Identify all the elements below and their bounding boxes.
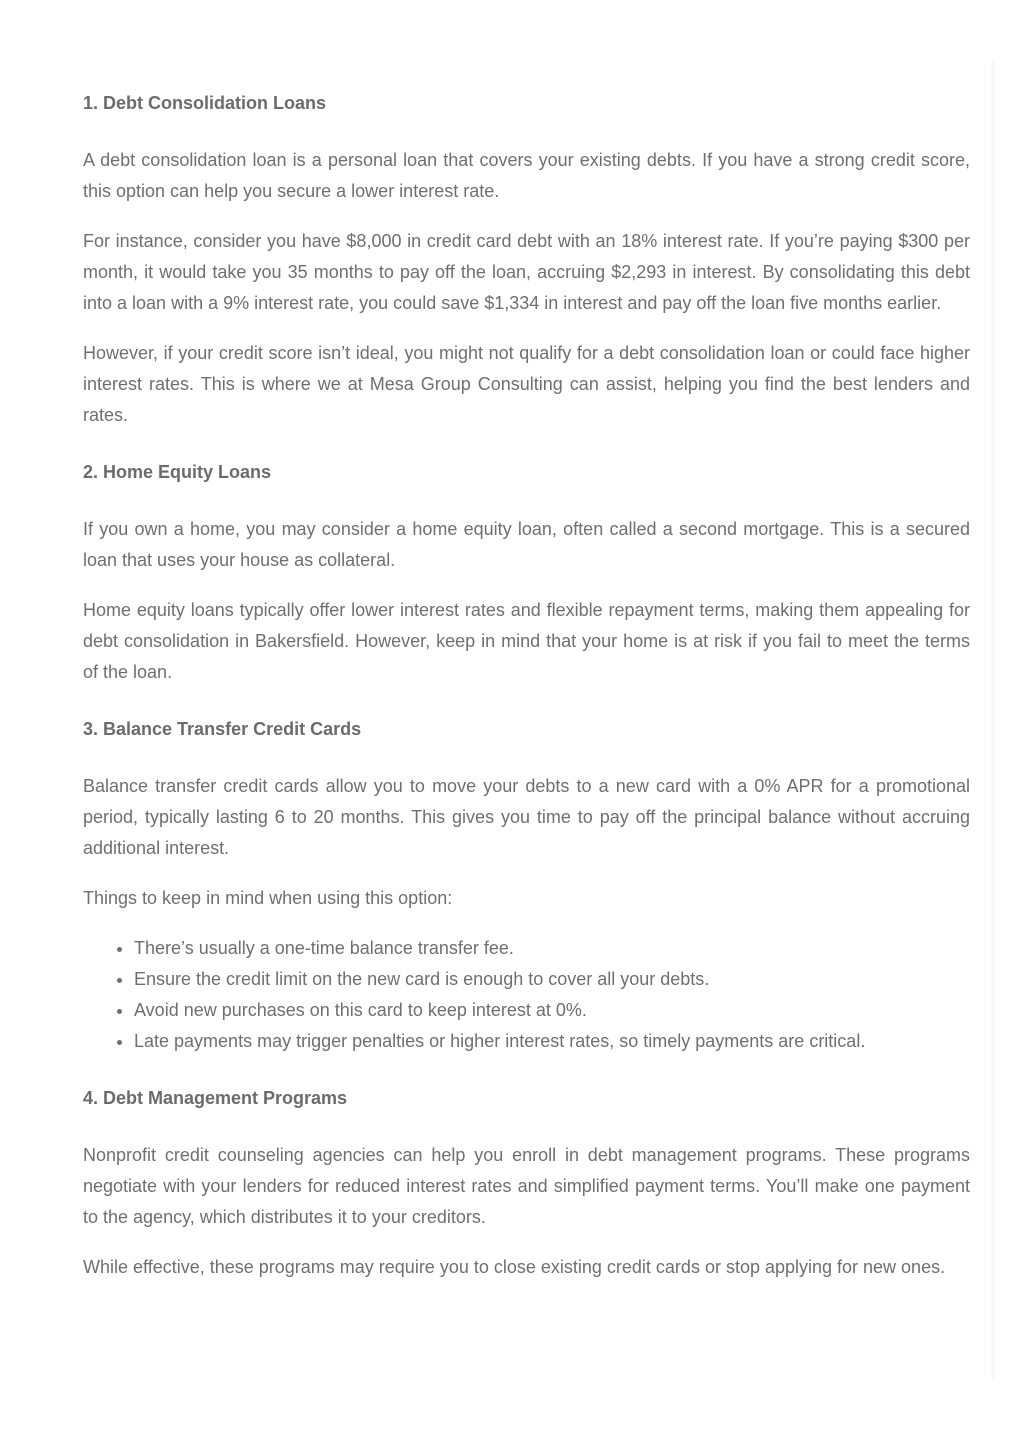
- paragraph: Nonprofit credit counseling agencies can help you enroll in debt management programs. These programs negotiate with your lenders for reduced interest rates and simplified payment terms. You’ll make one payment to the agency, which distributes it to your creditors.: [83, 1145, 970, 1227]
- paragraph: Home equity loans typically offer lower interest rates and flexible repayment terms, making them appealing for debt consolidation in Bakersfield. However, keep in mind that your home is at risk if you fail to meet the terms of the loan.: [83, 600, 970, 682]
- section-heading: 2. Home Equity Loans: [83, 462, 272, 482]
- paragraph: Things to keep in mind when using this option:: [83, 888, 453, 908]
- list-item: • Avoid new purchases on this card to keep interest at 0%.: [134, 995, 970, 1026]
- list-item: • Ensure the credit limit on the new card is enough to cover all your debts.: [134, 964, 970, 995]
- paragraph: If you own a home, you may consider a home equity loan, often called a second mortgage. This is a secured loan that uses your house as collateral.: [83, 519, 970, 570]
- document-body: [83, 88, 970, 1302]
- section-balance-transfer-credit-cards: [83, 714, 970, 1057]
- section-heading: 4. Debt Management Programs: [83, 1088, 348, 1108]
- paragraph: Balance transfer credit cards allow you to move your debts to a new card with a 0% APR for a promotional period, typically lasting 6 to 20 months. This gives you time to pay off the principal balance without accruing additional interest.: [83, 776, 970, 858]
- section-heading: 1. Debt Consolidation Loans: [83, 93, 327, 113]
- paragraph: However, if your credit score isn’t ideal, you might not qualify for a debt consolidation loan or could face higher interest rates. This is where we at Mesa Group Consulting can assist, helping you find the best lenders and rates.: [83, 343, 970, 425]
- section-heading: 3. Balance Transfer Credit Cards: [83, 719, 362, 739]
- list-item: • There’s usually a one-time balance transfer fee.: [134, 933, 970, 964]
- section-home-equity-loans: [83, 457, 970, 688]
- paragraph: For instance, consider you have $8,000 in credit card debt with an 18% interest rate. If you’re paying $300 per month, it would take you 35 months to pay off the loan, accruing $2,293 in interest. By consolidating this debt into a loan with a 9% interest rate, you could save $1,334 in interest and pay off the loan five months earlier.: [83, 231, 970, 313]
- paragraph: A debt consolidation loan is a personal loan that covers your existing debts. If you have a strong credit score, this option can help you secure a lower interest rate.: [83, 150, 970, 201]
- paragraph: While effective, these programs may require you to close existing credit cards or stop applying for new ones.: [83, 1257, 946, 1277]
- bullet-list: [83, 933, 970, 1057]
- section-debt-management-programs: [83, 1083, 970, 1283]
- page-edge-shadow: [990, 60, 994, 1380]
- section-debt-consolidation-loans: [83, 88, 970, 431]
- list-item: • Late payments may trigger penalties or higher interest rates, so timely payments are critical.: [134, 1026, 970, 1057]
